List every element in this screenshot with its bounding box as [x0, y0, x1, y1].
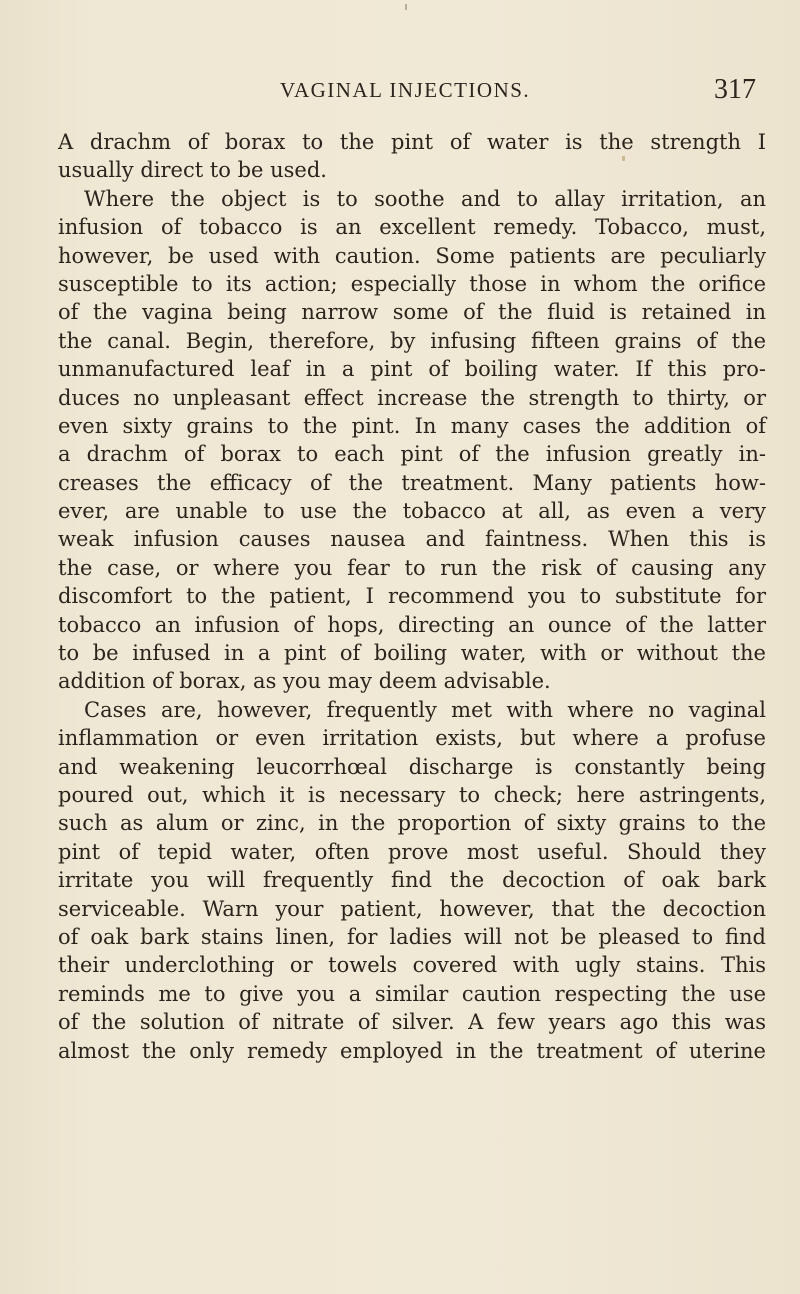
- print-mark: [405, 4, 407, 10]
- running-head-title: VAGINAL INJECTIONS.: [280, 78, 531, 102]
- text-line: Where the object is to soothe and to allay irritation, an: [84, 186, 766, 211]
- text-line: weak infusion causes nausea and faintness. When this is: [58, 527, 766, 552]
- text-line: poured out, which it is necessary to check; here astringents,: [58, 782, 766, 807]
- text-line: pint of tepid water, often prove most useful. Should they: [58, 839, 766, 864]
- text-line: irritate you will frequently find the decoction of oak bark: [58, 868, 766, 893]
- text-line: serviceable. Warn your patient, however, that the decoction: [58, 896, 766, 921]
- text-line: infusion of tobacco is an excellent remedy. Tobacco, must,: [58, 215, 766, 240]
- body-text: [58, 128, 766, 1065]
- text-line: their underclothing or towels covered with ugly stains. This: [58, 953, 766, 978]
- text-line: reminds me to give you a similar caution respecting the use: [58, 981, 766, 1006]
- text-line: Cases are, however, frequently met with where no vaginal: [84, 697, 766, 722]
- text-line: creases the efficacy of the treatment. Many patients how-: [58, 470, 766, 495]
- text-line: susceptible to its action; especially those in whom the orifice: [58, 271, 766, 296]
- text-line: of the vagina being narrow some of the fluid is retained in: [58, 300, 766, 325]
- text-line: to be infused in a pint of boiling water, with or without the: [58, 641, 766, 666]
- text-line: discomfort to the patient, I recommend you to substitute for: [58, 584, 766, 609]
- text-line: such as alum or zinc, in the proportion of sixty grains to the: [58, 811, 766, 836]
- text-line: A drachm of borax to the pint of water is the strength I: [58, 130, 766, 154]
- page-number: 317: [714, 74, 756, 105]
- text-line: addition of borax, as you may deem advisable.: [58, 669, 551, 694]
- text-line: duces no unpleasant effect increase the strength to thirty, or: [58, 385, 766, 410]
- text-line: ever, are unable to use the tobacco at all, as even a very: [58, 499, 766, 524]
- running-head: [0, 74, 800, 104]
- text-line: tobacco an infusion of hops, directing an ounce of the latter: [58, 612, 766, 637]
- text-line: of oak bark stains linen, for ladies will not be pleased to find: [58, 924, 766, 949]
- text-line: a drachm of borax to each pint of the infusion greatly in-: [58, 442, 766, 467]
- text-line: usually direct to be used.: [58, 158, 327, 183]
- text-line: almost the only remedy employed in the treatment of uterine: [58, 1038, 766, 1063]
- text-line: inflammation or even irritation exists, but where a profuse: [58, 726, 766, 751]
- text-line: the canal. Begin, therefore, by infusing fifteen grains of the: [58, 328, 766, 353]
- text-line: however, be used with caution. Some patients are peculiarly: [58, 243, 766, 268]
- text-line: even sixty grains to the pint. In many cases the addition of: [58, 413, 766, 438]
- text-line: the case, or where you fear to run the risk of causing any: [58, 555, 766, 580]
- text-line: of the solution of nitrate of silver. A few years ago this was: [58, 1010, 766, 1035]
- text-line: and weakening leucorrhœal discharge is constantly being: [58, 754, 766, 779]
- text-line: unmanufactured leaf in a pint of boiling water. If this pro-: [58, 357, 766, 382]
